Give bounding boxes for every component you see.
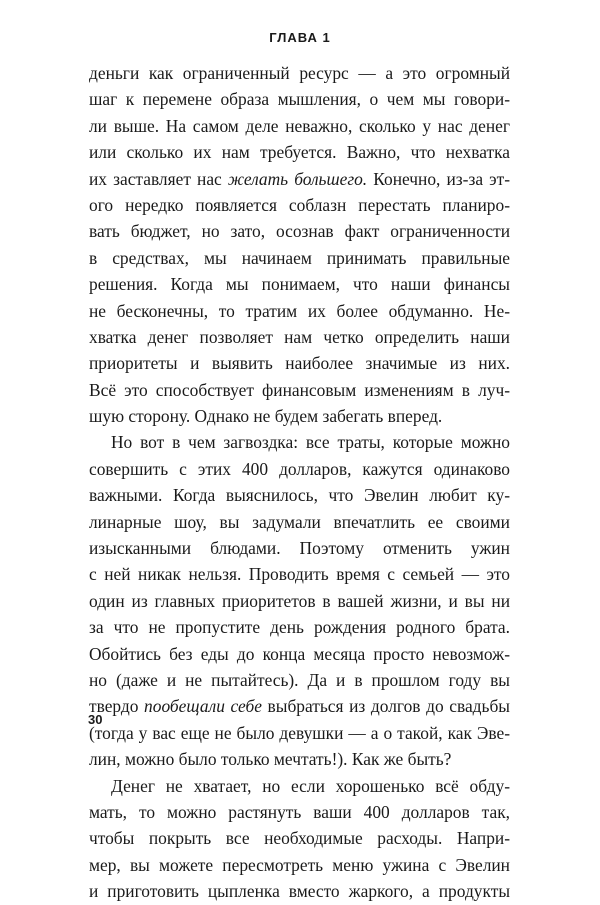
- page-number: 30: [88, 712, 103, 727]
- text-line: важными. Когда выяснилось, что Эвелин любит ку-: [89, 485, 510, 506]
- text-line: Обойтись без еды до конца месяца просто невозмож-: [89, 643, 510, 664]
- text-line: не бесконечны, то тратим их более обдуманно. Не-: [89, 300, 510, 321]
- text-line: решения. Когда мы понимаем, что наши финансы: [89, 274, 510, 295]
- text-line: хватка денег позволяет нам четко определить наши: [89, 326, 510, 347]
- text-line: Всё это способствует финансовым изменениям в луч-: [89, 379, 510, 400]
- text-line: чтобы покрыть все необходимые расходы. Напри-: [89, 828, 510, 849]
- text-line: деньги как ограниченный ресурс — а это огромный: [89, 63, 510, 83]
- text-line: лин, можно было только мечтать!). Как же быть?: [89, 749, 452, 770]
- text-line: мер, вы можете пересмотреть меню ужина с Эвелин: [89, 854, 510, 875]
- text-line: ого нередко появляется соблазн перестать планиро-: [89, 194, 510, 215]
- text-line: но (даже и не пытайтесь). Да и в прошлом году вы: [89, 669, 510, 690]
- text-line: Денег не хватает, но если хорошенько всё обду-: [111, 775, 510, 796]
- text-line: с ней никак нельзя. Проводить время с семьей — это: [89, 564, 510, 585]
- text-line: твердо пообещали себе выбраться из долгов до свадьбы: [89, 696, 510, 717]
- text-line: в средствах, мы начинаем принимать правильные: [89, 247, 510, 268]
- body-text: [89, 60, 510, 905]
- running-head: ГЛАВА 1: [269, 30, 331, 45]
- text-line: один из главных приоритетов в вашей жизни, и вы ни: [89, 590, 510, 611]
- text-line: их заставляет нас желать большего. Конечно, из-за эт-: [89, 168, 510, 189]
- text-line: Но вот в чем загвоздка: все траты, которые можно: [111, 432, 510, 453]
- text-line: или сколько их нам требуется. Важно, что нехватка: [89, 142, 510, 163]
- text-line: совершить с этих 400 долларов, кажутся одинаково: [89, 458, 510, 479]
- text-line: шую сторону. Однако не будем забегать вперед.: [89, 406, 443, 427]
- text-line: шаг к перемене образа мышления, о чем мы говори-: [89, 89, 510, 110]
- text-line: вать бюджет, но зато, осознав факт ограниченности: [89, 221, 510, 242]
- text-line: приоритеты и выявить наиболее значимые из них.: [89, 353, 510, 374]
- text-line: изысканными блюдами. Поэтому отменить ужин: [89, 538, 510, 559]
- text-line: линарные шоу, вы задумали впечатлить ее своими: [89, 511, 510, 532]
- text-line: ли выше. На самом деле неважно, сколько у нас денег: [89, 115, 510, 136]
- text-line: и приготовить цыпленка вместо жаркого, а продукты: [89, 881, 510, 902]
- text-line: мать, то можно растянуть ваши 400 долларов так,: [89, 801, 510, 822]
- text-line: за что не пропустите день рождения родного брата.: [89, 617, 510, 638]
- text-line: (тогда у вас еще не было девушки — а о такой, как Эве-: [89, 722, 510, 743]
